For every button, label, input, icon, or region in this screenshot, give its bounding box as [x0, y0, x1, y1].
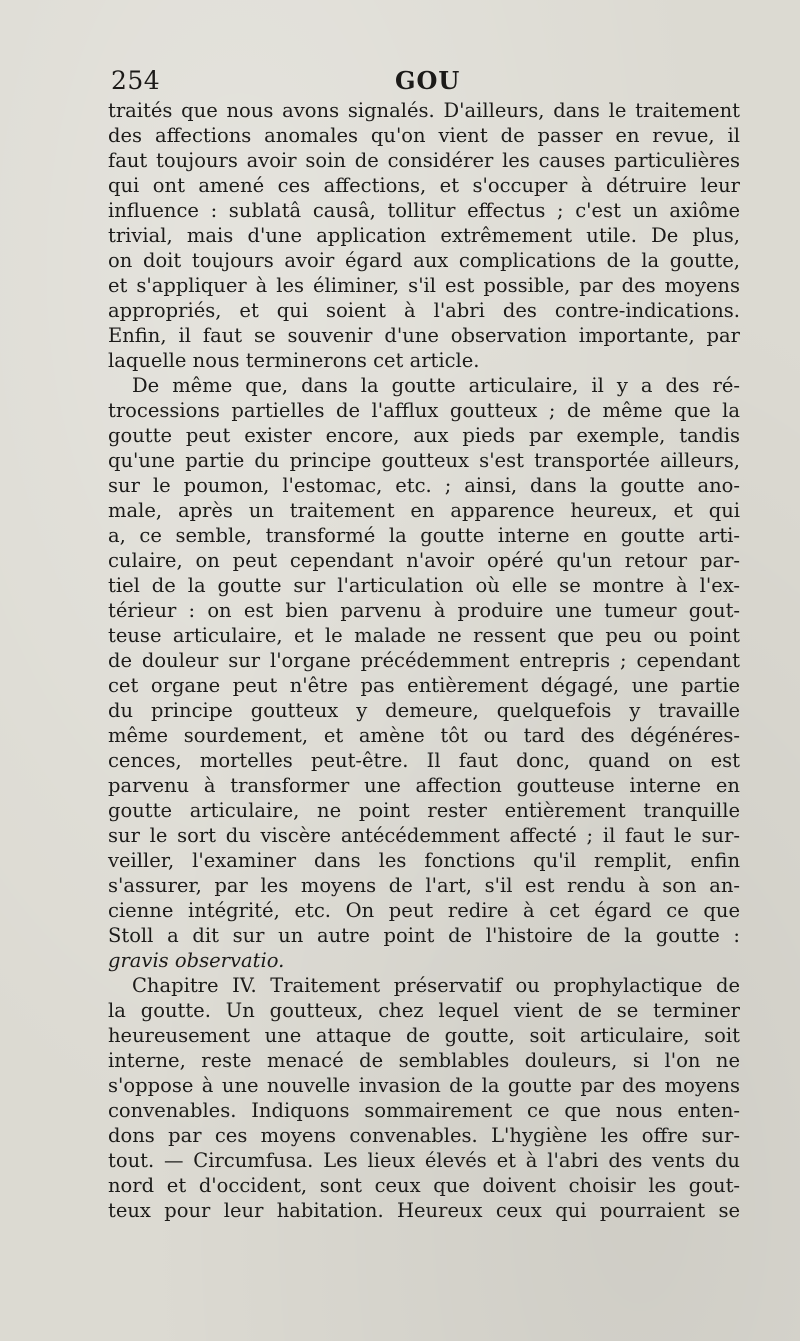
text-line: traités que nous avons signalés. D'ailleurs, dans le traitement	[108, 99, 740, 122]
latin-quote: gravis observatio.	[108, 949, 285, 972]
text-line: nord et d'occident, sont ceux que doivent choisir les gout-	[108, 1174, 740, 1197]
text-line: térieur : on est bien parvenu à produire une tumeur gout-	[108, 599, 740, 622]
text-line: laquelle nous terminerons cet article.	[108, 349, 480, 372]
text-line: dons par ces moyens convenables. L'hygiène les offre sur-	[108, 1124, 740, 1147]
text-line: sur le sort du viscère antécédemment affecté ; il faut le sur-	[108, 824, 740, 847]
running-title: GOU	[395, 66, 461, 95]
text-line: De même que, dans la goutte articulaire, il y a des ré-	[132, 374, 740, 397]
text-line: tiel de la goutte sur l'articulation où elle se montre à l'ex-	[108, 574, 740, 597]
text-line: s'oppose à une nouvelle invasion de la goutte par des moyens	[108, 1074, 740, 1097]
text-line: trocessions partielles de l'afflux goutteux ; de même que la	[108, 399, 740, 422]
text-line: male, après un traitement en apparence heureux, et qui	[108, 499, 740, 522]
text-line	[108, 948, 740, 973]
text-line: même sourdement, et amène tôt ou tard des dégénéres-	[108, 724, 740, 747]
text-line: Chapitre IV. Traitement préservatif ou prophylactique de	[132, 974, 740, 997]
text-line: Stoll a dit sur un autre point de l'histoire de la goutte :	[108, 924, 740, 947]
text-line: heureusement une attaque de goutte, soit articulaire, soit	[108, 1024, 740, 1047]
text-line: tout. — Circumfusa. Les lieux élevés et à l'abri des vents du	[108, 1149, 740, 1172]
text-line: trivial, mais d'une application extrêmement utile. De plus,	[108, 224, 740, 247]
text-line: teux pour leur habitation. Heureux ceux qui pourraient se	[108, 1199, 740, 1222]
text-line: cet organe peut n'être pas entièrement dégagé, une partie	[108, 674, 740, 697]
text-line: a, ce semble, transformé la goutte interne en goutte arti-	[108, 524, 740, 547]
text-line: et s'appliquer à les éliminer, s'il est possible, par des moyens	[108, 274, 740, 297]
text-line: culaire, on peut cependant n'avoir opéré qu'un retour par-	[108, 549, 740, 572]
text-line: du principe goutteux y demeure, quelquefois y travaille	[108, 699, 740, 722]
text-line: qui ont amené ces affections, et s'occuper à détruire leur	[108, 174, 740, 197]
text-line: qu'une partie du principe goutteux s'est transportée ailleurs,	[108, 449, 740, 472]
text-line: parvenu à transformer une affection goutteuse interne en	[108, 774, 740, 797]
text-line: convenables. Indiquons sommairement ce que nous enten-	[108, 1099, 740, 1122]
text-line: de douleur sur l'organe précédemment entrepris ; cependant	[108, 649, 740, 672]
text-line: goutte peut exister encore, aux pieds par exemple, tandis	[108, 424, 740, 447]
text-line: influence : sublatâ causâ, tollitur effectus ; c'est un axiôme	[108, 199, 740, 222]
text-line: teuse articulaire, et le malade ne ressent que peu ou point	[108, 624, 740, 647]
text-line: s'assurer, par les moyens de l'art, s'il est rendu à son an-	[108, 874, 740, 897]
text-line: appropriés, et qui soient à l'abri des contre-indications.	[108, 299, 740, 322]
text-line: goutte articulaire, ne point rester entièrement tranquille	[108, 799, 740, 822]
text-line: Enfin, il faut se souvenir d'une observation importante, par	[108, 324, 740, 347]
text-line: cienne intégrité, etc. On peut redire à cet égard ce que	[108, 899, 740, 922]
text-line: des affections anomales qu'on vient de passer en revue, il	[108, 124, 740, 147]
text-line: interne, reste menacé de semblables douleurs, si l'on ne	[108, 1049, 740, 1072]
text-line: cences, mortelles peut-être. Il faut donc, quand on est	[108, 749, 740, 772]
page-number: 254	[111, 66, 161, 95]
text-line: la goutte. Un goutteux, chez lequel vient de se terminer	[108, 999, 740, 1022]
body-text	[108, 98, 740, 1223]
text-line: faut toujours avoir soin de considérer les causes particulières	[108, 149, 740, 172]
text-line: on doit toujours avoir égard aux complications de la goutte,	[108, 249, 740, 272]
text-line: sur le poumon, l'estomac, etc. ; ainsi, dans la goutte ano-	[108, 474, 740, 497]
text-line: veiller, l'examiner dans les fonctions qu'il remplit, enfin	[108, 849, 740, 872]
